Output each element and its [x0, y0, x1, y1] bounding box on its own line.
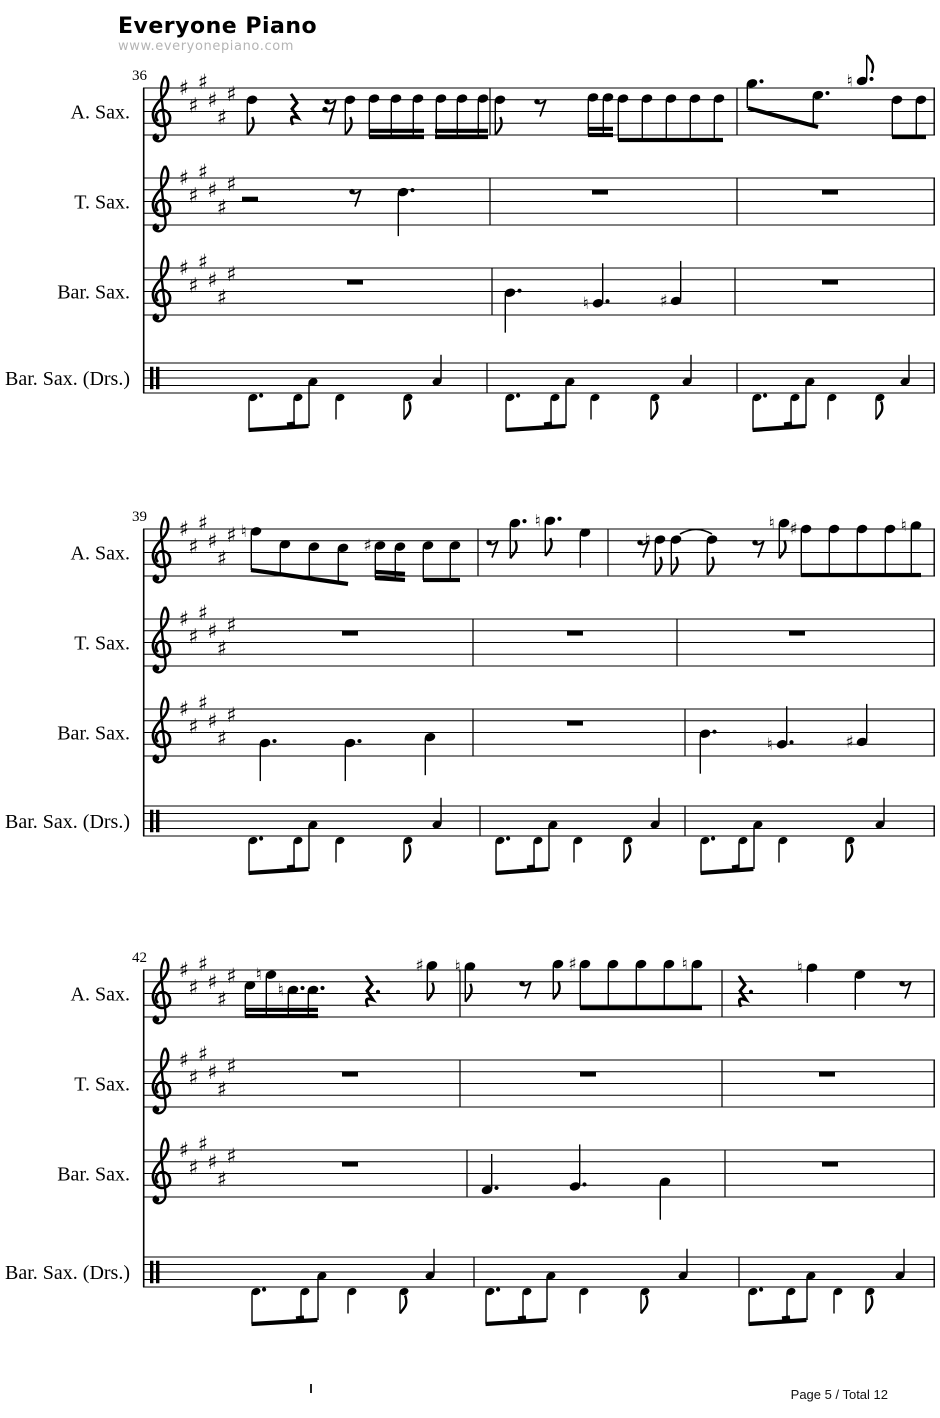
key-signature-sharp-icon: ♯ [216, 636, 228, 661]
accidental-icon: ♯ [845, 732, 854, 753]
percussion-clef-icon [156, 367, 159, 390]
augmentation-dot [789, 740, 793, 744]
percussion-clef-icon [150, 367, 153, 390]
eighth-flag [404, 402, 410, 420]
key-signature-sharp-icon: ♯ [207, 1149, 218, 1174]
treble-clef-icon [153, 958, 170, 1023]
key-signature-sharp-icon: ♯ [216, 546, 228, 571]
key-signature-sharp-icon: ♯ [226, 702, 237, 727]
augmentation-dot [506, 836, 510, 840]
whole-rest [822, 280, 838, 285]
augmentation-dot [522, 519, 526, 523]
key-signature-sharp-icon: ♯ [226, 1053, 237, 1078]
whole-rest [789, 631, 805, 636]
beam [375, 572, 405, 574]
staff-label: A. Sax. [70, 983, 130, 1006]
whole-rest [822, 1162, 838, 1167]
key-signature-sharp-icon: ♯ [226, 522, 237, 547]
key-signature-sharp-icon: ♯ [188, 975, 199, 1000]
accidental-icon: ♮ [582, 293, 589, 314]
everyone-piano-logo: Everyone Piano [118, 14, 318, 39]
accidental-icon: ♯ [659, 291, 668, 312]
key-signature-sharp-icon: ♯ [207, 969, 218, 994]
eighth-flag [400, 1296, 406, 1314]
accidental-icon: ♮ [796, 958, 803, 979]
key-signature-sharp-icon: ♯ [178, 607, 190, 631]
key-signature-sharp-icon: ♯ [207, 177, 218, 202]
whole-rest [342, 1162, 358, 1167]
key-signature-sharp-icon: ♯ [188, 1155, 199, 1180]
eighth-flag [465, 984, 471, 1002]
treble-clef-icon [153, 1138, 170, 1203]
staff-label: T. Sax. [74, 632, 130, 655]
beam [782, 1318, 790, 1319]
accidental-icon: ♮ [454, 956, 461, 977]
key-signature-sharp-icon: ♯ [216, 285, 228, 310]
eighth-flag [247, 117, 253, 135]
whole-rest [347, 280, 363, 285]
key-signature-sharp-icon: ♯ [216, 1077, 228, 1102]
accidental-icon: ♮ [681, 954, 688, 975]
half-rest [242, 197, 258, 202]
percussion-clef-icon [150, 810, 153, 833]
accidental-icon: ♮ [255, 965, 262, 986]
treble-clef-icon [153, 166, 170, 231]
quarter-rest [739, 976, 746, 1007]
augmentation-dot [357, 739, 361, 743]
beam [249, 426, 309, 430]
key-signature-sharp-icon: ♯ [197, 952, 209, 977]
augmentation-dot [582, 1182, 586, 1186]
eighth-flag [671, 557, 677, 575]
key-signature-sharp-icon: ♯ [226, 1143, 237, 1168]
key-signature-sharp-icon: ♯ [207, 708, 218, 733]
quarter-rest [366, 976, 373, 1007]
staff-label: Bar. Sax. (Drs.) [5, 1262, 130, 1284]
percussion-clef-icon [156, 1261, 159, 1284]
key-signature-sharp-icon: ♯ [197, 250, 209, 275]
beam [506, 426, 566, 430]
eighth-flag [495, 117, 501, 135]
beam [518, 1318, 526, 1319]
accidental-icon: ♮ [240, 521, 247, 542]
accidental-icon: ♮ [900, 515, 907, 536]
whole-rest [567, 721, 583, 726]
beam [496, 869, 549, 873]
accidental-icon: ♮ [768, 513, 775, 534]
accidental-icon: ♮ [846, 71, 853, 92]
augmentation-dot [259, 836, 263, 840]
key-signature-sharp-icon: ♯ [197, 1042, 209, 1067]
key-signature-sharp-icon: ♯ [226, 612, 237, 637]
logo-website-url: www.everyonepiano.com [118, 39, 295, 54]
staff-label: Bar. Sax. (Drs.) [5, 811, 130, 833]
key-signature-sharp-icon: ♯ [178, 256, 190, 280]
key-signature-sharp-icon: ♯ [226, 963, 237, 988]
whole-rest [580, 1072, 596, 1077]
beam [753, 426, 806, 430]
key-signature-sharp-icon: ♯ [216, 195, 228, 220]
augmentation-dot [376, 990, 380, 994]
key-signature-sharp-icon: ♯ [188, 714, 199, 739]
measure-number: 42 [132, 950, 147, 966]
staff-label: Bar. Sax. (Drs.) [5, 368, 130, 390]
augmentation-dot [712, 730, 716, 734]
eighth-flag [866, 1296, 872, 1314]
key-signature-sharp-icon: ♯ [216, 105, 228, 130]
eighth-flag [553, 981, 559, 999]
augmentation-dot [320, 986, 324, 990]
key-signature-sharp-icon: ♯ [197, 511, 209, 536]
page-indicator: Page 5 / Total 12 [790, 1387, 888, 1402]
measure-number: 39 [132, 509, 147, 525]
beam [701, 869, 754, 873]
key-signature-sharp-icon: ♯ [188, 534, 199, 559]
augmentation-dot [711, 836, 715, 840]
augmentation-dot [825, 91, 829, 95]
key-signature-sharp-icon: ♯ [188, 93, 199, 118]
staff-label: Bar. Sax. [57, 1163, 130, 1186]
key-signature-sharp-icon: ♯ [207, 87, 218, 112]
augmentation-dot [259, 393, 263, 397]
percussion-clef-icon [156, 810, 159, 833]
eighth-flag [510, 540, 516, 558]
key-signature-sharp-icon: ♯ [226, 261, 237, 286]
staff-label: T. Sax. [74, 191, 130, 214]
key-signature-sharp-icon: ♯ [197, 691, 209, 716]
key-signature-sharp-icon: ♯ [188, 273, 199, 298]
treble-clef-icon [153, 256, 170, 321]
key-signature-sharp-icon: ♯ [178, 517, 190, 541]
accidental-icon: ♯ [789, 519, 798, 540]
eighth-flag [867, 55, 873, 73]
key-signature-sharp-icon: ♯ [188, 183, 199, 208]
percussion-clef-icon [150, 1261, 153, 1284]
augmentation-dot [262, 1287, 266, 1291]
beam [252, 1320, 318, 1324]
accidental-icon: ♮ [644, 530, 651, 551]
key-signature-sharp-icon: ♯ [216, 726, 228, 751]
augmentation-dot [517, 289, 521, 293]
eighth-flag [624, 845, 630, 863]
key-signature-sharp-icon: ♯ [178, 1048, 190, 1072]
eighth-flag [404, 845, 410, 863]
augmentation-dot [763, 393, 767, 397]
augmentation-dot [605, 299, 609, 303]
key-signature-sharp-icon: ♯ [188, 624, 199, 649]
measure-number: 36 [132, 68, 147, 84]
staff-label: T. Sax. [74, 1073, 130, 1096]
accidental-icon: ♮ [534, 511, 541, 532]
beam [251, 570, 348, 584]
beam [749, 1320, 807, 1324]
caret-mark [310, 1384, 312, 1393]
augmentation-dot [869, 77, 873, 81]
treble-clef-icon [153, 517, 170, 582]
augmentation-dot [272, 739, 276, 743]
app-header [118, 14, 317, 54]
key-signature-sharp-icon: ♯ [178, 958, 190, 982]
key-signature-sharp-icon: ♯ [226, 171, 237, 196]
beam [296, 1318, 304, 1319]
augmentation-dot [410, 188, 414, 192]
treble-clef-icon [153, 697, 170, 762]
key-signature-sharp-icon: ♯ [207, 1059, 218, 1084]
accidental-icon: ♮ [277, 980, 284, 1001]
beam [732, 867, 739, 868]
augmentation-dot [759, 1287, 763, 1291]
augmentation-dot [300, 986, 304, 990]
treble-clef-icon [153, 76, 170, 141]
accidental-icon: ♮ [766, 734, 773, 755]
whole-rest [822, 190, 838, 195]
key-signature-sharp-icon: ♯ [197, 1132, 209, 1157]
whole-rest [567, 631, 583, 636]
whole-rest [342, 631, 358, 636]
eighth-flag [846, 845, 852, 863]
beam [486, 1320, 547, 1324]
augmentation-dot [496, 1287, 500, 1291]
beam [375, 578, 405, 580]
whole-rest [592, 190, 608, 195]
accidental-icon: ♯ [415, 955, 424, 976]
staff-label: Bar. Sax. [57, 722, 130, 745]
staff-label: A. Sax. [70, 101, 130, 124]
augmentation-dot [759, 79, 763, 83]
key-signature-sharp-icon: ♯ [188, 1065, 199, 1090]
eighth-flag [655, 557, 661, 575]
eighth-flag [876, 402, 882, 420]
staff-label: A. Sax. [70, 542, 130, 565]
key-signature-sharp-icon: ♯ [197, 601, 209, 626]
key-signature-sharp-icon: ♯ [197, 160, 209, 185]
eighth-flag [427, 983, 433, 1001]
key-signature-sharp-icon: ♯ [216, 987, 228, 1012]
key-signature-sharp-icon: ♯ [226, 81, 237, 106]
tie [680, 530, 712, 535]
key-signature-sharp-icon: ♯ [207, 618, 218, 643]
key-signature-sharp-icon: ♯ [178, 1138, 190, 1162]
eighth-flag [651, 402, 657, 420]
whole-rest [342, 1072, 358, 1077]
key-signature-sharp-icon: ♯ [178, 166, 190, 190]
accidental-icon: ♯ [363, 535, 372, 556]
staff-label: Bar. Sax. [57, 281, 130, 304]
augmentation-dot [516, 393, 520, 397]
quarter-rest [291, 94, 298, 125]
eighth-flag [641, 1296, 647, 1314]
augmentation-dot [494, 1186, 498, 1190]
eighth-flag [345, 117, 351, 135]
beam [249, 869, 309, 873]
key-signature-sharp-icon: ♯ [207, 528, 218, 553]
key-signature-sharp-icon: ♯ [197, 70, 209, 95]
key-signature-sharp-icon: ♯ [207, 267, 218, 292]
treble-clef-icon [153, 607, 170, 672]
key-signature-sharp-icon: ♯ [178, 697, 190, 721]
augmentation-dot [749, 990, 753, 994]
eighth-flag [707, 557, 713, 575]
whole-rest [819, 1072, 835, 1077]
eighth-flag [779, 540, 785, 558]
beam [748, 108, 818, 127]
key-signature-sharp-icon: ♯ [216, 1167, 228, 1192]
treble-clef-icon [153, 1048, 170, 1113]
augmentation-dot [557, 517, 561, 521]
accidental-icon: ♯ [568, 954, 577, 975]
key-signature-sharp-icon: ♯ [178, 76, 190, 100]
